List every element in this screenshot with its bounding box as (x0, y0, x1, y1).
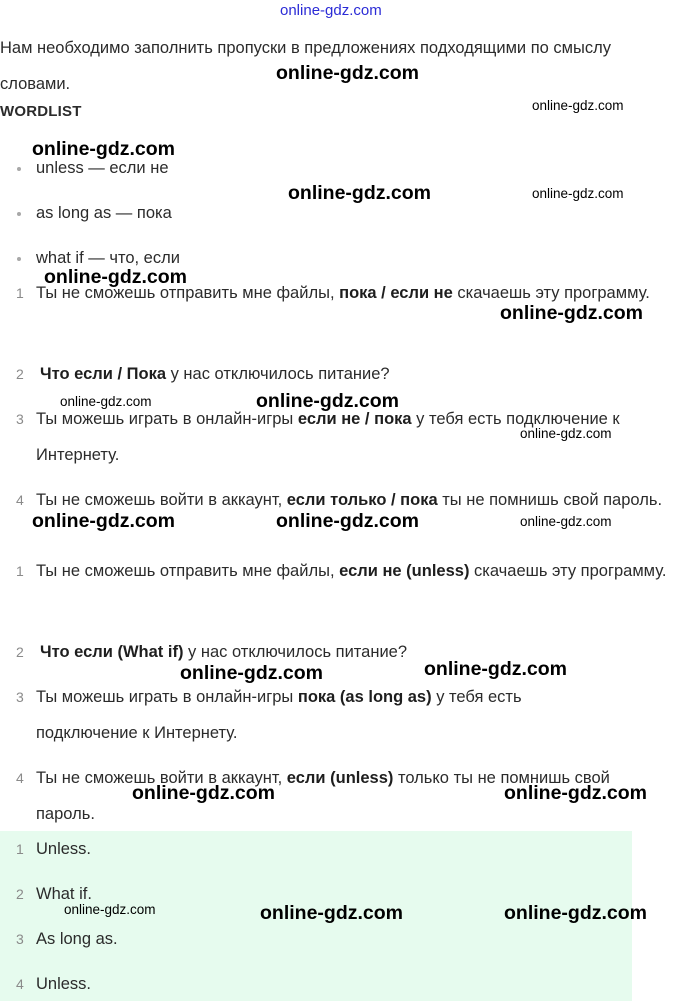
wordlist-title: WORDLIST (0, 103, 82, 120)
bullet-dot (17, 257, 21, 261)
exercise2-item (0, 679, 672, 751)
item-number: 3 (16, 689, 24, 705)
watermark: online-gdz.com (60, 394, 152, 409)
wordlist-item-text: what if — что, если (36, 249, 180, 267)
item-number: 1 (16, 285, 24, 301)
watermark: online-gdz.com (504, 782, 647, 804)
intro-text: Нам необходимо заполнить пропуски в предложениях подходящими по смыслу словами. (0, 39, 612, 93)
answer-item (0, 921, 672, 957)
item-number: 1 (16, 563, 24, 579)
exercise1-item (0, 356, 672, 392)
item-text: Ты не сможешь отправить мне файлы, пока / если не скачаешь эту программу. (36, 284, 650, 302)
wordlist-item-text: as long as — пока (36, 204, 172, 222)
wordlist-item-text: unless — если не (36, 159, 169, 177)
item-number: 3 (16, 931, 24, 947)
watermark: online-gdz.com (532, 186, 624, 201)
item-number: 4 (16, 770, 24, 786)
watermark: online-gdz.com (276, 510, 419, 532)
top-watermark: online-gdz.com (280, 2, 382, 19)
watermark: online-gdz.com (260, 902, 403, 924)
watermark: online-gdz.com (44, 266, 187, 288)
item-text: Ты можешь играть в онлайн-игры пока (as long as) у тебя есть подключение к Интернету. (36, 688, 522, 742)
item-text: Ты можешь играть в онлайн-игры если не / пока у тебя есть подключение к Интернету. (36, 410, 620, 464)
watermark: online-gdz.com (532, 98, 624, 113)
watermark: online-gdz.com (520, 426, 612, 441)
bullet-dot (17, 212, 21, 216)
bullet-dot (17, 167, 21, 171)
watermark: online-gdz.com (132, 782, 275, 804)
item-number: 4 (16, 492, 24, 508)
watermark: online-gdz.com (500, 302, 643, 324)
watermark: online-gdz.com (276, 62, 419, 84)
item-text: Ты не сможешь войти в аккаунт, если (unless) только ты не помнишь свой пароль. (36, 769, 610, 823)
item-number: 4 (16, 976, 24, 992)
item-number: 2 (16, 366, 24, 382)
watermark: online-gdz.com (180, 662, 323, 684)
item-text: Что если (What if) у нас отключилось питание? (40, 643, 408, 661)
answer-text: As long as. (36, 930, 118, 948)
item-text: Ты не сможешь отправить мне файлы, если не (unless) скачаешь эту программу. (36, 562, 667, 580)
watermark: online-gdz.com (424, 658, 567, 680)
answer-item (0, 966, 672, 1002)
watermark: online-gdz.com (64, 902, 156, 917)
item-text: Что если / Пока у нас отключилось питание? (40, 365, 390, 383)
watermark: online-gdz.com (288, 182, 431, 204)
watermark: online-gdz.com (32, 510, 175, 532)
answer-text: Unless. (36, 975, 92, 993)
answer-item (0, 831, 672, 867)
answer-text: What if. (36, 885, 92, 903)
exercise2-item (0, 634, 672, 670)
item-number: 3 (16, 411, 24, 427)
item-number: 2 (16, 886, 24, 902)
item-text: Ты не сможешь войти в аккаунт, если только / пока ты не помнишь свой пароль. (36, 491, 663, 509)
item-number: 1 (16, 841, 24, 857)
watermark: online-gdz.com (520, 514, 612, 529)
watermark: online-gdz.com (32, 138, 175, 160)
watermark: online-gdz.com (504, 902, 647, 924)
item-number: 2 (16, 644, 24, 660)
exercise2-item (0, 553, 672, 589)
answer-text: Unless. (36, 840, 92, 858)
watermark: online-gdz.com (256, 390, 399, 412)
